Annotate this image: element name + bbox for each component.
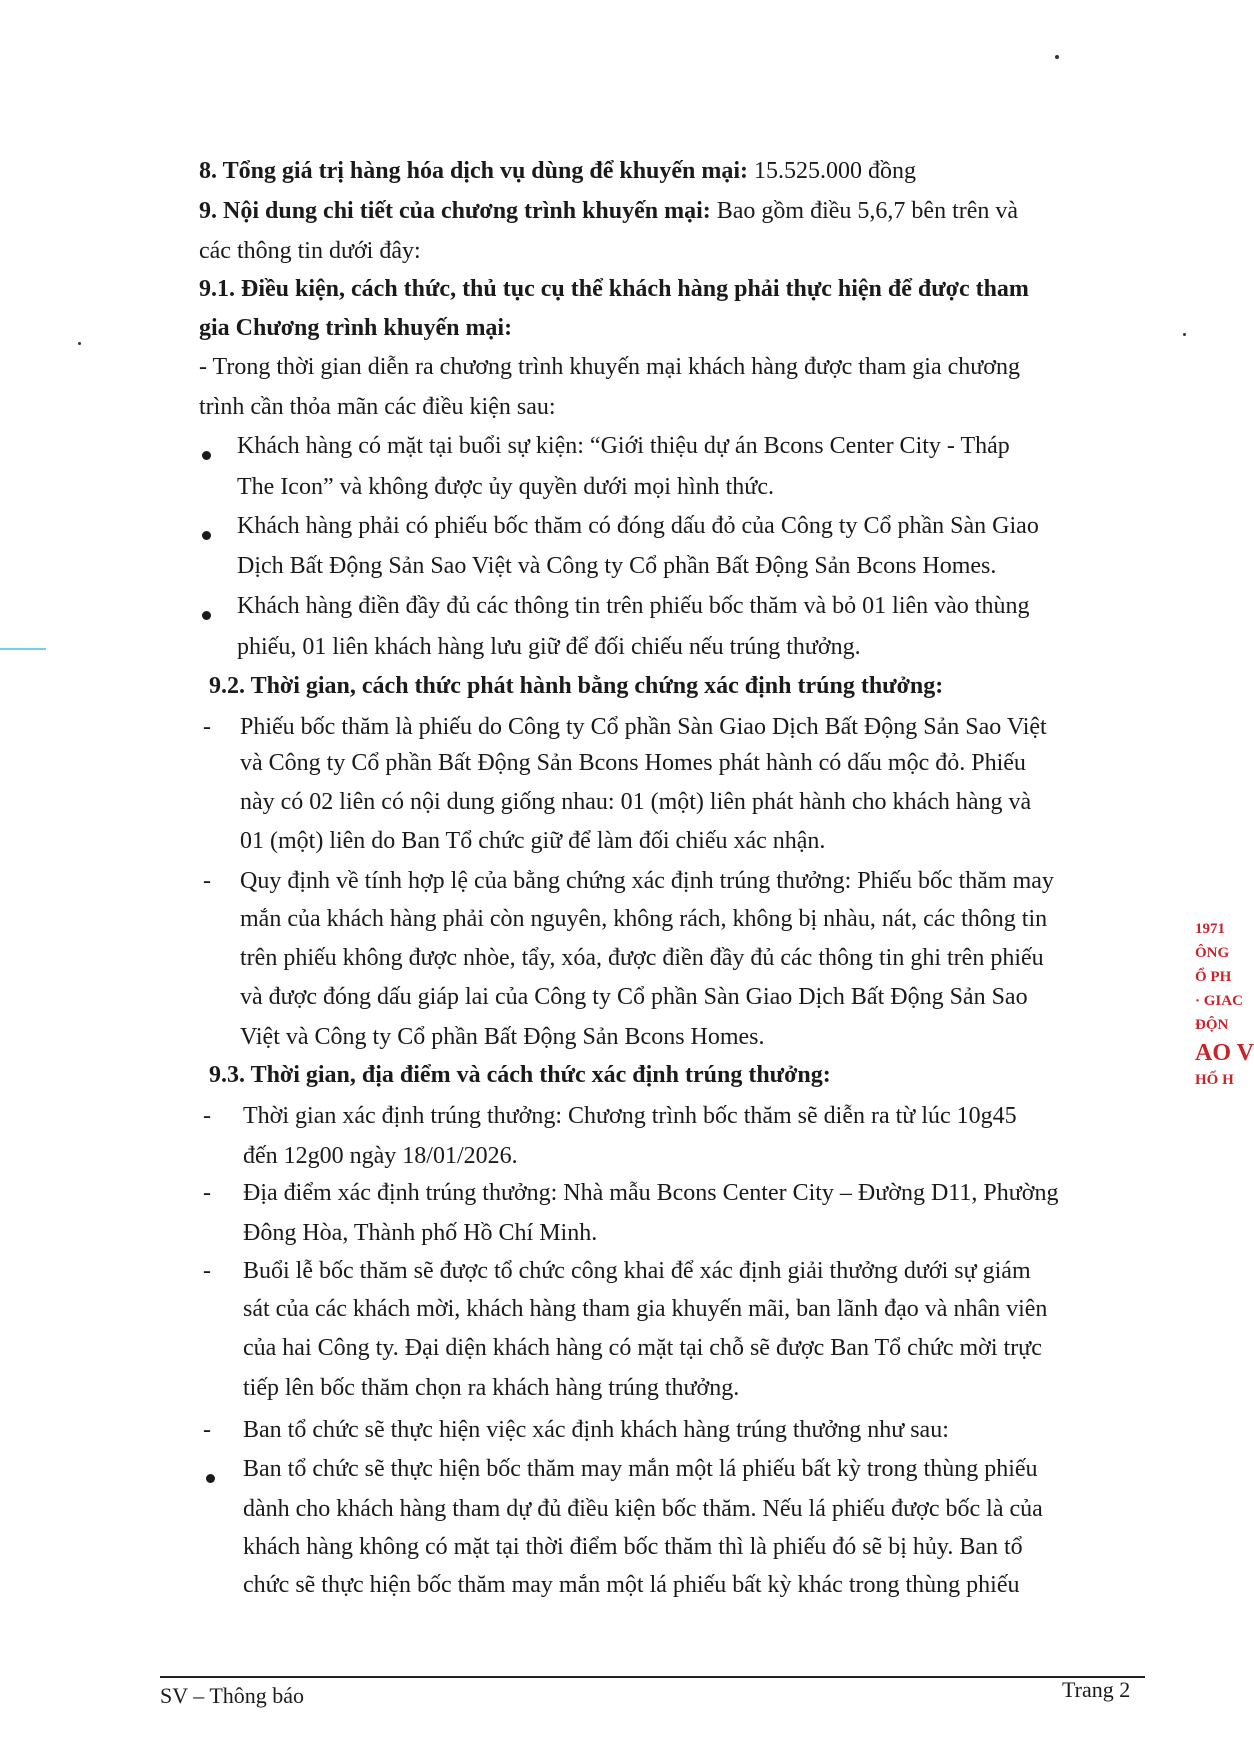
text-line: này có 02 liên có nội dung giống nhau: 01 (một) liên phát hành cho khách hàng và	[240, 789, 1032, 815]
dash-marker: -	[203, 1417, 211, 1443]
bullet-text: Khách hàng có mặt tại buổi sự kiện: “Giới thiệu dự án Bcons Center City - Tháp	[237, 433, 1010, 459]
bullet-text: Ban tổ chức sẽ thực hiện bốc thăm may mắn một lá phiếu bất kỳ trong thùng phiếu	[243, 1456, 1038, 1482]
text-line: Địa điểm xác định trúng thưởng: Nhà mẫu Bcons Center City – Đường D11, Phường	[243, 1180, 1059, 1206]
scan-edge-mark	[0, 648, 46, 650]
section-heading-9-2: 9.2. Thời gian, cách thức phát hành bằng chứng xác định trúng thưởng:	[209, 673, 944, 699]
text-line: và được đóng dấu giáp lai của Công ty Cổ phần Sàn Giao Dịch Bất Động Sản Sao	[240, 984, 1028, 1010]
text-line: của hai Công ty. Đại diện khách hàng có mặt tại chỗ sẽ được Ban Tổ chức mời trực	[243, 1335, 1042, 1361]
text-line: 01 (một) liên do Ban Tổ chức giữ để làm đối chiếu xác nhận.	[240, 828, 826, 854]
bullet-text: phiếu, 01 liên khách hàng lưu giữ để đối chiếu nếu trúng thưởng.	[237, 634, 861, 660]
scan-speck	[1055, 55, 1059, 59]
text-line: đến 12g00 ngày 18/01/2026.	[243, 1143, 518, 1169]
footer-left: SV – Thông báo	[160, 1683, 305, 1708]
bullet-text: Khách hàng điền đầy đủ các thông tin trên phiếu bốc thăm và bỏ 01 liên vào thùng	[237, 593, 1030, 619]
bullet-text: Khách hàng phải có phiếu bốc thăm có đóng dấu đỏ của Công ty Cổ phần Sàn Giao	[237, 513, 1039, 539]
dash-marker: -	[203, 1258, 211, 1284]
item-8: 8. Tổng giá trị hàng hóa dịch vụ dùng để khuyến mại: 15.525.000 đồng	[199, 158, 917, 184]
text-line: Việt và Công ty Cổ phần Bất Động Sản Bcons Homes.	[240, 1024, 765, 1050]
text-line: trình cần thỏa mãn các điều kiện sau:	[199, 394, 556, 420]
bullet-icon	[202, 531, 211, 540]
bullet-text: The Icon” và không được ủy quyền dưới mọi hình thức.	[237, 474, 774, 500]
dash-marker: -	[203, 1180, 211, 1206]
red-seal-stamp: 1971 ÔNG Ổ PH · GIAC ĐỘN AO V HỐ H	[1195, 921, 1254, 1088]
bullet-icon	[202, 451, 211, 460]
footer-divider	[160, 1676, 1145, 1678]
text-line: Đông Hòa, Thành phố Hồ Chí Minh.	[243, 1220, 598, 1246]
item-9: 9. Nội dung chi tiết của chương trình khuyến mại: Bao gồm điều 5,6,7 bên trên và	[199, 198, 1019, 224]
text-line: Quy định về tính hợp lệ của bằng chứng xác định trúng thưởng: Phiếu bốc thăm may	[240, 868, 1054, 894]
bullet-icon	[202, 611, 211, 620]
scan-speck	[1183, 333, 1186, 336]
text-line: trên phiếu không được nhòe, tẩy, xóa, được điền đầy đủ các thông tin ghi trên phiếu	[240, 945, 1044, 971]
text-line: Buổi lễ bốc thăm sẽ được tổ chức công khai để xác định giải thưởng dưới sự giám	[243, 1258, 1031, 1284]
dash-marker: -	[203, 868, 211, 894]
text-line: mắn của khách hàng phải còn nguyên, không rách, không bị nhàu, nát, các thông tin	[240, 906, 1048, 932]
section-heading-9-1-cont: gia Chương trình khuyến mại:	[199, 315, 513, 341]
bullet-text: khách hàng không có mặt tại thời điểm bốc thăm thì là phiếu đó sẽ bị hủy. Ban tổ	[243, 1534, 1023, 1560]
text-line: Thời gian xác định trúng thưởng: Chương trình bốc thăm sẽ diễn ra từ lúc 10g45	[243, 1103, 1017, 1129]
dash-marker: -	[203, 714, 211, 740]
text-line: tiếp lên bốc thăm chọn ra khách hàng trúng thưởng.	[243, 1375, 740, 1401]
text-line: sát của các khách mời, khách hàng tham gia khuyến mãi, ban lãnh đạo và nhân viên	[243, 1296, 1048, 1322]
text-line: - Trong thời gian diễn ra chương trình khuyến mại khách hàng được tham gia chương	[199, 354, 1020, 380]
footer-page-number: Trang 2	[1062, 1677, 1131, 1702]
bullet-text: chức sẽ thực hiện bốc thăm may mắn một lá phiếu bất kỳ khác trong thùng phiếu	[243, 1572, 1020, 1598]
bullet-text: Dịch Bất Động Sản Sao Việt và Công ty Cổ phần Bất Động Sản Bcons Homes.	[237, 553, 997, 579]
bullet-text: dành cho khách hàng tham dự đủ điều kiện bốc thăm. Nếu lá phiếu được bốc là của	[243, 1496, 1043, 1522]
dash-marker: -	[203, 1103, 211, 1129]
scan-speck	[78, 342, 81, 345]
text-line: các thông tin dưới đây:	[199, 238, 421, 264]
text-line: Ban tổ chức sẽ thực hiện việc xác định khách hàng trúng thưởng như sau:	[243, 1417, 949, 1443]
bullet-icon	[206, 1474, 215, 1483]
section-heading-9-1: 9.1. Điều kiện, cách thức, thủ tục cụ thể khách hàng phải thực hiện để được tham	[199, 276, 1029, 302]
section-heading-9-3: 9.3. Thời gian, địa điểm và cách thức xác định trúng thưởng:	[209, 1062, 831, 1088]
text-line: Phiếu bốc thăm là phiếu do Công ty Cổ phần Sàn Giao Dịch Bất Động Sản Sao Việt	[240, 714, 1047, 740]
text-line: và Công ty Cổ phần Bất Động Sản Bcons Homes phát hành có dấu mộc đỏ. Phiếu	[240, 750, 1026, 776]
